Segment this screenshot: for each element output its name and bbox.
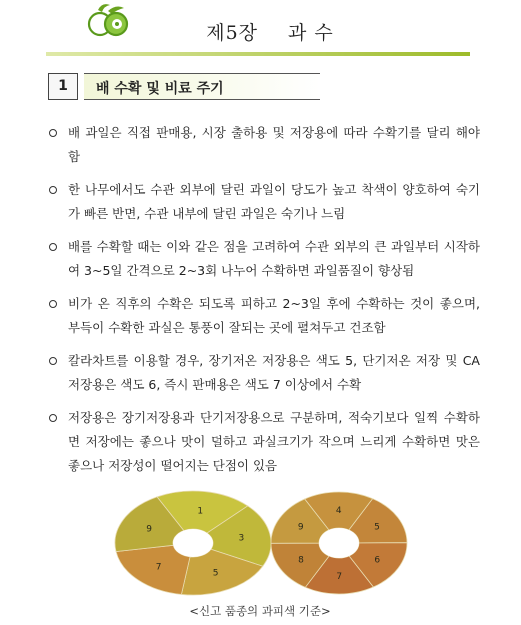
color-label-7: 7 — [155, 562, 162, 573]
color-label-3: 3 — [238, 533, 245, 544]
color-label-8: 8 — [298, 555, 304, 566]
color-label-6: 6 — [374, 555, 381, 566]
color-label-5: 5 — [212, 568, 219, 579]
bullet-item — [48, 406, 480, 478]
section-heading-box — [84, 73, 320, 100]
bullet-text: 배 과일은 직접 판매용, 시장 출하용 및 저장용에 따라 수확기를 달리 해야 함 — [68, 125, 480, 164]
bullet-circle-icon — [49, 300, 57, 308]
ring-center-hole — [173, 529, 213, 557]
pear-skin-color-chart — [111, 487, 411, 599]
chapter-title — [150, 18, 390, 45]
left-color-ring — [115, 491, 271, 595]
fruit-logo-icon — [78, 2, 134, 38]
bullet-text: 비가 온 직후의 수확은 되도록 피하고 2~3일 후에 수확하는 것이 좋으며, 부득이 수확한 과실은 통풍이 잘되는 곳에 펼쳐두고 건조함 — [68, 296, 480, 335]
right-color-ring — [271, 492, 407, 594]
color-label-9: 9 — [297, 522, 304, 533]
color-label-5: 5 — [374, 522, 380, 533]
bullet-text: 배를 수확할 때는 이와 같은 점을 고려하여 수관 외부의 큰 과일부터 시작하여 3~5일 간격으로 2~3회 나누어 수확하면 과일품질이 향상됨 — [68, 239, 480, 278]
bullet-text: 저장용은 장기저장용과 단기저장용으로 구분하며, 적숙기보다 일찍 수확하면 저장에는 좋으나 맛이 덜하고 과실크기가 작으며 느리게 수확하면 맛은 좋으나 저장성이 떨어지는 단점이 있음 — [68, 410, 480, 473]
bullet-item — [48, 292, 480, 340]
color-label-7: 7 — [336, 571, 343, 582]
chapter-number: 제5장 — [206, 22, 259, 44]
bullet-item — [48, 349, 480, 397]
figure-caption: <신고 품종의 과피색 기준> — [189, 604, 331, 618]
chapter-name: 과 수 — [288, 22, 334, 44]
color-label-4: 4 — [335, 506, 342, 517]
bullet-circle-icon — [49, 186, 57, 194]
color-label-9: 9 — [146, 524, 153, 535]
title-rule — [46, 52, 470, 56]
section-number: 1 — [48, 73, 78, 100]
bullet-circle-icon — [49, 243, 57, 251]
ring-center-hole — [319, 528, 359, 558]
bullet-item — [48, 178, 480, 226]
bullet-circle-icon — [49, 357, 57, 365]
bullet-text: 칼라차트를 이용할 경우, 장기저온 저장용은 색도 5, 단기저온 저장 및 CA 저장용은 색도 6, 즉시 판매용은 색도 7 이상에서 수확 — [68, 353, 480, 392]
color-label-1: 1 — [197, 506, 204, 517]
bullet-circle-icon — [49, 129, 57, 137]
bullet-item — [48, 235, 480, 283]
bullet-text: 한 나무에서도 수관 외부에 달린 과일이 당도가 높고 착색이 양호하여 숙기가 빠른 반면, 수관 내부에 달린 과일은 숙기나 느림 — [68, 182, 480, 221]
bullet-item — [48, 121, 480, 169]
bullet-circle-icon — [49, 414, 57, 422]
bullet-list — [48, 121, 480, 487]
section-title: 배 수확 및 비료 주기 — [96, 81, 224, 97]
